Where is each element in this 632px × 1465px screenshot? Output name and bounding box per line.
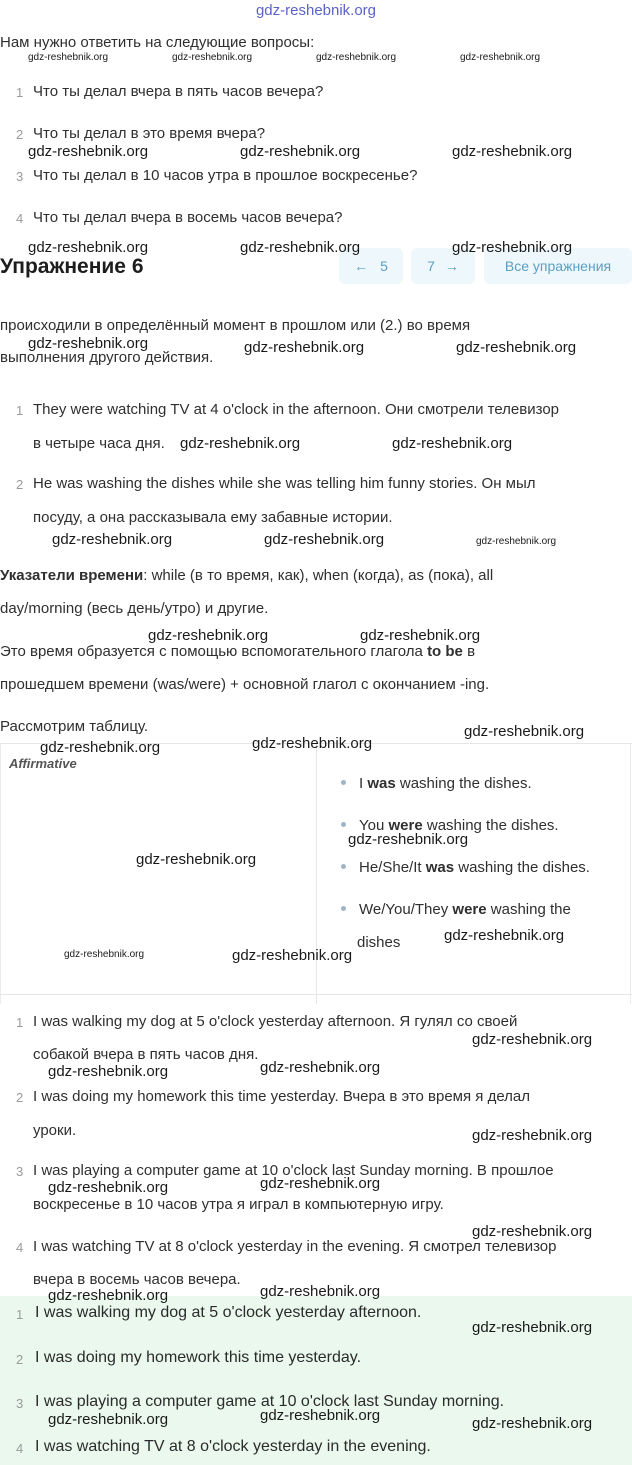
watermark: gdz-reshebnik.org — [464, 723, 585, 740]
formation-post: в — [462, 643, 476, 660]
watermark: gdz-reshebnik.org — [48, 1063, 169, 1080]
time-markers-line: day/morning (весь день/утро) и другие. — [0, 600, 269, 617]
table-row — [341, 775, 532, 792]
next-exercise-label: 7 — [427, 258, 435, 274]
answer-line: уроки. — [33, 1122, 77, 1139]
exercise-title: Упражнение 6 — [0, 255, 144, 278]
final-answer-number: 1 — [16, 1307, 24, 1322]
theory-line: выполнения другого действия. — [0, 349, 214, 366]
final-answer-text: I was walking my dog at 5 o'clock yesterday afternoon. — [35, 1304, 422, 1321]
affirmative-label: Affirmative — [9, 756, 77, 771]
watermark: gdz-reshebnik.org — [444, 927, 565, 944]
row-subject: We/You/They — [359, 901, 453, 918]
row-rest: washing the — [486, 901, 571, 918]
watermark: gdz-reshebnik.org — [260, 1059, 381, 1076]
answer-line: I was walking my dog at 5 o'clock yesterday afternoon. Я гулял со своей — [33, 1013, 518, 1030]
row-rest: washing the dishes. — [454, 859, 590, 876]
table-row — [341, 901, 571, 918]
row-subject: I — [359, 775, 368, 792]
example-line: They were watching TV at 4 o'clock in the afternoon. Они смотрели телевизор — [33, 401, 560, 418]
answer-line: I was doing my homework this time yesterday. Вчера в это время я делал — [33, 1088, 531, 1105]
example-line: посуду, а она рассказывала ему забавные истории. — [33, 509, 393, 526]
answer-number: 2 — [16, 1090, 24, 1105]
watermark: gdz-reshebnik.org — [252, 735, 373, 752]
table-intro: Рассмотрим таблицу. — [0, 718, 149, 735]
time-markers-text: : while (в то время, как), when (когда), as (пока), all — [143, 567, 494, 584]
watermark: gdz-reshebnik.org — [260, 1407, 381, 1424]
watermark: gdz-reshebnik.org — [472, 1415, 593, 1432]
question-text: Что ты делал в это время вчера? — [33, 125, 266, 142]
question-text: Что ты делал вчера в пять часов вечера? — [33, 83, 324, 100]
watermark: gdz-reshebnik.org — [148, 627, 269, 644]
row-verb: was — [425, 859, 455, 876]
watermark: gdz-reshebnik.org — [260, 1175, 381, 1192]
watermark: gdz-reshebnik.org — [452, 239, 573, 256]
row-rest: washing the dishes. — [395, 775, 532, 792]
watermark: gdz-reshebnik.org — [472, 1223, 593, 1240]
example-number: 1 — [16, 403, 24, 418]
formation-pre: Это время образуется с помощью вспомогательного глагола — [0, 643, 428, 660]
example-number: 2 — [16, 477, 24, 492]
bullet-icon — [341, 822, 346, 827]
row-subject: He/She/It — [359, 859, 426, 876]
prev-exercise-label: 5 — [380, 258, 388, 274]
time-markers — [0, 566, 493, 586]
answer-line: I was playing a computer game at 10 o'clock last Sunday morning. В прошлое — [33, 1162, 554, 1179]
watermark: gdz-reshebnik.org — [392, 435, 513, 452]
final-answer-text: I was watching TV at 8 o'clock yesterday in the evening. — [35, 1438, 431, 1455]
row-verb: were — [388, 817, 423, 834]
final-answer-text: I was doing my homework this time yesterday. — [35, 1349, 362, 1366]
example-line: He was washing the dishes while she was telling him funny stories. Он мыл — [33, 475, 536, 492]
watermark: gdz-reshebnik.org — [264, 531, 385, 548]
watermark: gdz-reshebnik.org — [348, 831, 469, 848]
all-exercises-label: Все упражнения — [504, 258, 612, 274]
watermark: gdz-reshebnik.org — [232, 947, 353, 964]
theory-line: происходили в определённый момент в прошлом или (2.) во время — [0, 317, 471, 334]
question-number: 2 — [16, 127, 24, 142]
watermark: gdz-reshebnik.org — [28, 335, 149, 352]
watermark: gdz-reshebnik.org — [40, 739, 161, 756]
row-subject: You — [359, 817, 389, 834]
answer-line: воскресенье в 10 часов утра я играл в компьютерную игру. — [33, 1196, 444, 1213]
bullet-icon — [341, 864, 346, 869]
watermark: gdz-reshebnik.org — [452, 143, 573, 160]
formation-bold: to be — [427, 643, 463, 660]
watermark: gdz-reshebnik.org — [28, 239, 149, 256]
table-row — [341, 859, 590, 876]
watermark: gdz-reshebnik.org — [48, 1411, 169, 1428]
row-verb: was — [367, 775, 396, 792]
watermark: gdz-reshebnik.org — [472, 1127, 593, 1144]
watermark: gdz-reshebnik.org — [28, 52, 109, 63]
watermark: gdz-reshebnik.org — [136, 851, 257, 868]
answer-line: вчера в восемь часов вечера. — [33, 1271, 241, 1288]
final-answer-number: 3 — [16, 1396, 24, 1411]
formation-text — [0, 642, 475, 662]
question-number: 3 — [16, 169, 24, 184]
watermark: gdz-reshebnik.org — [260, 1283, 381, 1300]
final-answer-number: 2 — [16, 1352, 24, 1367]
time-markers-label: Указатели времени — [0, 567, 144, 584]
watermark: gdz-reshebnik.org — [244, 339, 365, 356]
watermark: gdz-reshebnik.org — [48, 1179, 169, 1196]
watermark: gdz-reshebnik.org — [460, 52, 541, 63]
answer-line: собакой вчера в пять часов дня. — [33, 1046, 259, 1063]
table-row-wrap: dishes — [357, 934, 401, 951]
watermark: gdz-reshebnik.org — [456, 339, 577, 356]
watermark: gdz-reshebnik.org — [64, 949, 145, 960]
watermark: gdz-reshebnik.org — [48, 1287, 169, 1304]
bullet-icon — [341, 906, 346, 911]
final-answer-text: I was playing a computer game at 10 o'clock last Sunday morning. — [35, 1393, 505, 1410]
table-divider — [0, 994, 632, 995]
watermark: gdz-reshebnik.org — [28, 143, 149, 160]
watermark: gdz-reshebnik.org — [472, 1031, 593, 1048]
watermark: gdz-reshebnik.org — [476, 536, 557, 547]
answer-number: 4 — [16, 1240, 24, 1255]
watermark: gdz-reshebnik.org — [240, 143, 361, 160]
table-column-label — [0, 744, 317, 1004]
watermark: gdz-reshebnik.org — [240, 239, 361, 256]
answer-line: I was watching TV at 8 o'clock yesterday in the evening. Я смотрел телевизор — [33, 1238, 557, 1255]
question-number: 1 — [16, 85, 24, 100]
arrow-right-icon: → — [444, 258, 459, 274]
arrow-left-icon: ← — [354, 258, 369, 274]
question-text: Что ты делал в 10 часов утра в прошлое воскресенье? — [33, 167, 418, 184]
example-line: в четыре часа дня. — [33, 435, 165, 452]
answer-number: 1 — [16, 1015, 24, 1030]
row-verb: were — [452, 901, 487, 918]
watermark: gdz-reshebnik.org — [360, 627, 481, 644]
formation-line: прошедшем времени (was/were) + основной глагол с окончанием -ing. — [0, 676, 490, 693]
watermark: gdz-reshebnik.org — [52, 531, 173, 548]
row-rest: washing the dishes. — [422, 817, 559, 834]
watermark: gdz-reshebnik.org — [172, 52, 253, 63]
intro-text: Нам нужно ответить на следующие вопросы: — [0, 34, 315, 51]
bullet-icon — [341, 780, 346, 785]
watermark: gdz-reshebnik.org — [316, 52, 397, 63]
final-answer-number: 4 — [16, 1441, 24, 1456]
site-header: gdz-reshebnik.org — [255, 2, 377, 19]
watermark: gdz-reshebnik.org — [180, 435, 301, 452]
watermark: gdz-reshebnik.org — [472, 1319, 593, 1336]
question-text: Что ты делал вчера в восемь часов вечера? — [33, 209, 343, 226]
question-number: 4 — [16, 211, 24, 226]
answer-number: 3 — [16, 1164, 24, 1179]
